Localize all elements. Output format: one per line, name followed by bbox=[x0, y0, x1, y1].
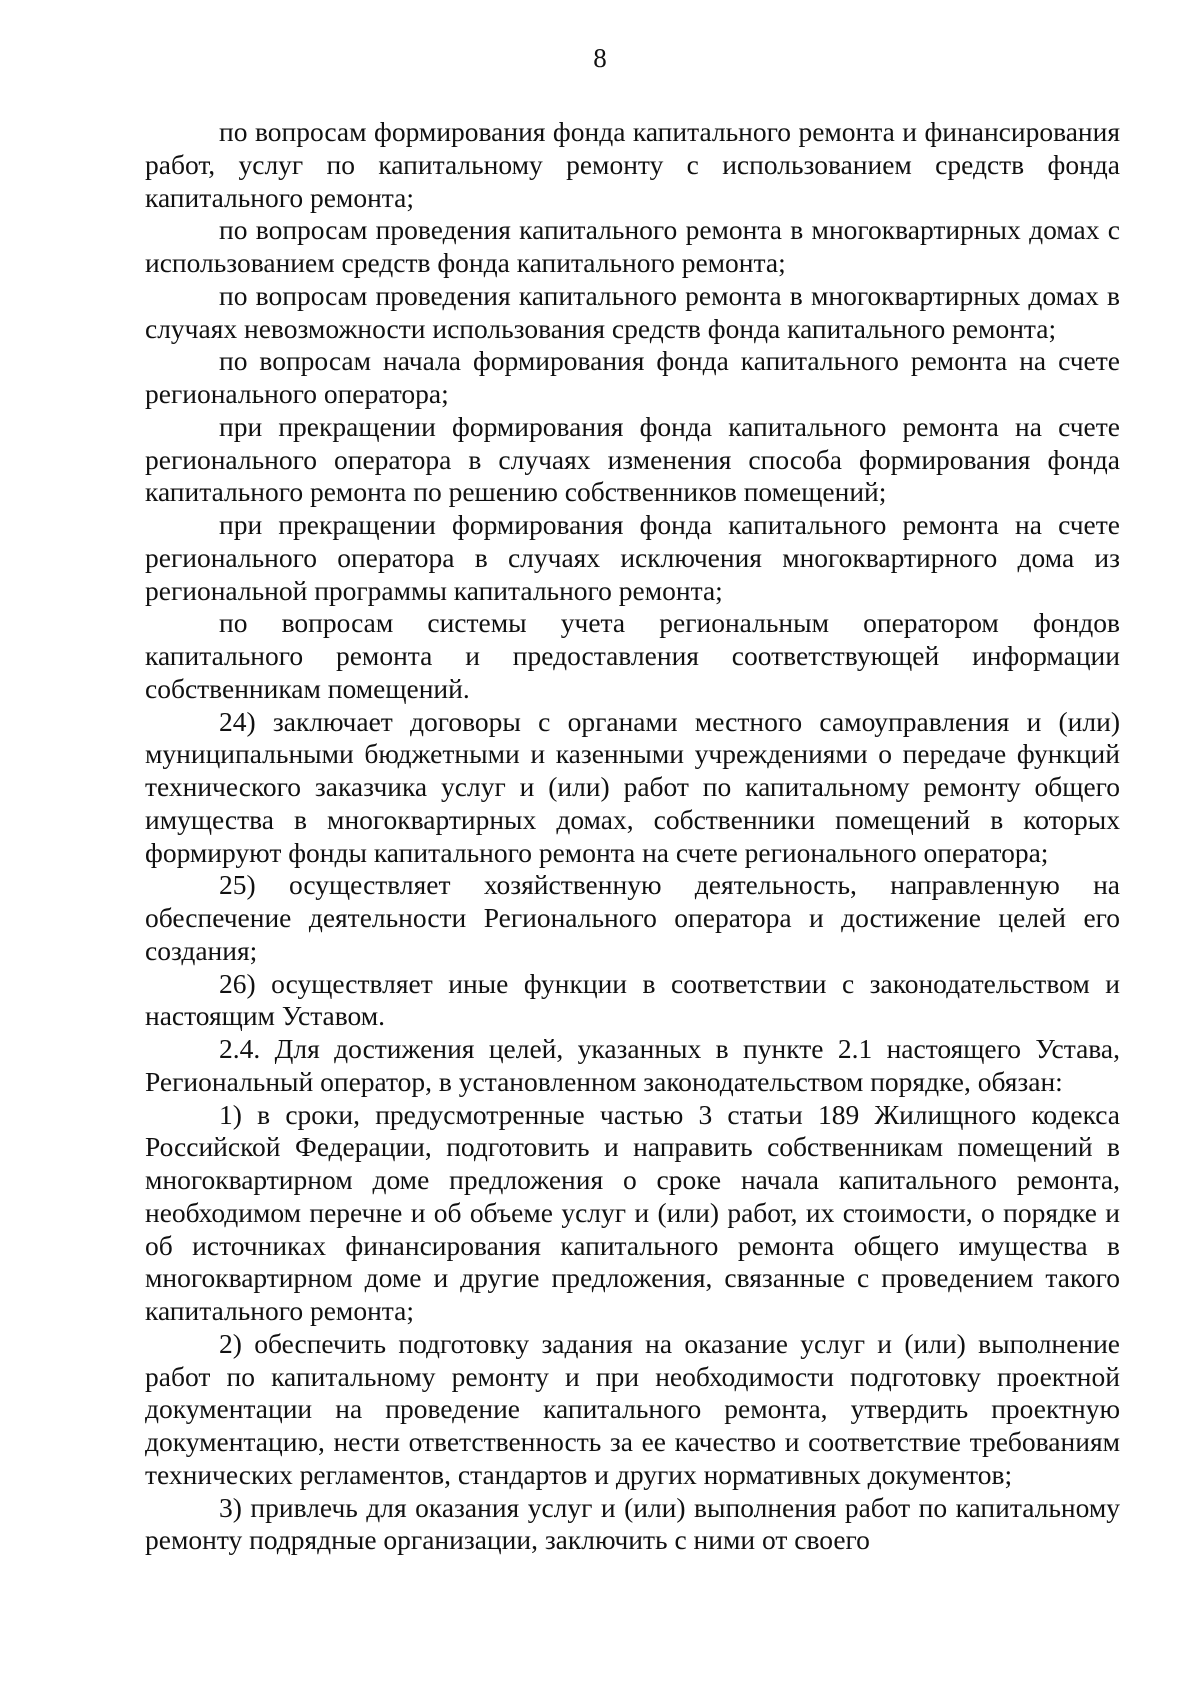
section-2-4-heading: 2.4. Для достижения целей, указанных в пункте 2.1 настоящего Устава, Региональный оператор, в установленном законодательством порядке, обязан: bbox=[145, 1033, 1120, 1097]
paragraph-item-26: 26) осуществляет иные функции в соответствии с законодательством и настоящим Уставом. bbox=[145, 967, 1120, 1032]
paragraph: по вопросам проведения капитального ремонта в многоквартирных домах с использованием средств фонда капитального ремонта; bbox=[145, 214, 1120, 278]
paragraph-item-25: 25) осуществляет хозяйственную деятельность, направленную на обеспечение деятельности Регионального оператора и достижение целей его создания; bbox=[145, 869, 1120, 966]
paragraph: при прекращении формирования фонда капитального ремонта на счете регионального оператора в случаях изменения способа формирования фонда капитального ремонта по решению собственников помещений; bbox=[145, 410, 1120, 508]
paragraph-item-24: 24) заключает договоры с органами местного самоуправления и (или) муниципальными бюджетными и казенными учреждениями о передаче функций технического заказчика услуг и (или) работ по капитальному ремонту общего имущества в многоквартирных домах, собственники помещений в которых формируют фонды капитального ремонта на счете регионального оператора; bbox=[145, 705, 1120, 868]
paragraph-obligation-3: 3) привлечь для оказания услуг и (или) выполнения работ по капитальному ремонту подрядные организации, заключить с ними от своего bbox=[145, 1491, 1120, 1556]
page-number: 8 bbox=[593, 43, 607, 73]
paragraph: при прекращении формирования фонда капитального ремонта на счете регионального оператора в случаях исключения многоквартирного дома из региональной программы капитального ремонта; bbox=[145, 509, 1120, 606]
paragraph-obligation-2: 2) обеспечить подготовку задания на оказание услуг и (или) выполнение работ по капитальному ремонту и при необходимости подготовку проектной документации на проведение капитального ремонта, утвердить проектную документацию, нести ответственность за ее качество и соответствие требованиям технических регламентов, стандартов и других нормативных документов; bbox=[145, 1327, 1120, 1490]
paragraph: по вопросам системы учета региональным оператором фондов капитального ремонта и предоставления соответствующей информации собственникам помещений. bbox=[145, 607, 1120, 704]
paragraph: по вопросам формирования фонда капитального ремонта и финансирования работ, услуг по капитальному ремонту с использованием средств фонда капитального ремонта; bbox=[145, 116, 1120, 213]
paragraph: по вопросам проведения капитального ремонта в многоквартирных домах в случаях невозможности использования средств фонда капитального ремонта; bbox=[145, 279, 1120, 344]
paragraph: по вопросам начала формирования фонда капитального ремонта на счете регионального оператора; bbox=[145, 345, 1120, 409]
document-body bbox=[145, 116, 1120, 1557]
paragraph-obligation-1: 1) в сроки, предусмотренные частью 3 статьи 189 Жилищного кодекса Российской Федерации, подготовить и направить собственникам помещений в многоквартирном доме предложения о сроке начала капитального ремонта, необходимом перечне и об объеме услуг и (или) работ, их стоимости, о порядке и об источниках финансирования капитального ремонта общего имущества в многоквартирном доме и другие предложения, связанные с проведением такого капитального ремонта; bbox=[145, 1098, 1120, 1326]
